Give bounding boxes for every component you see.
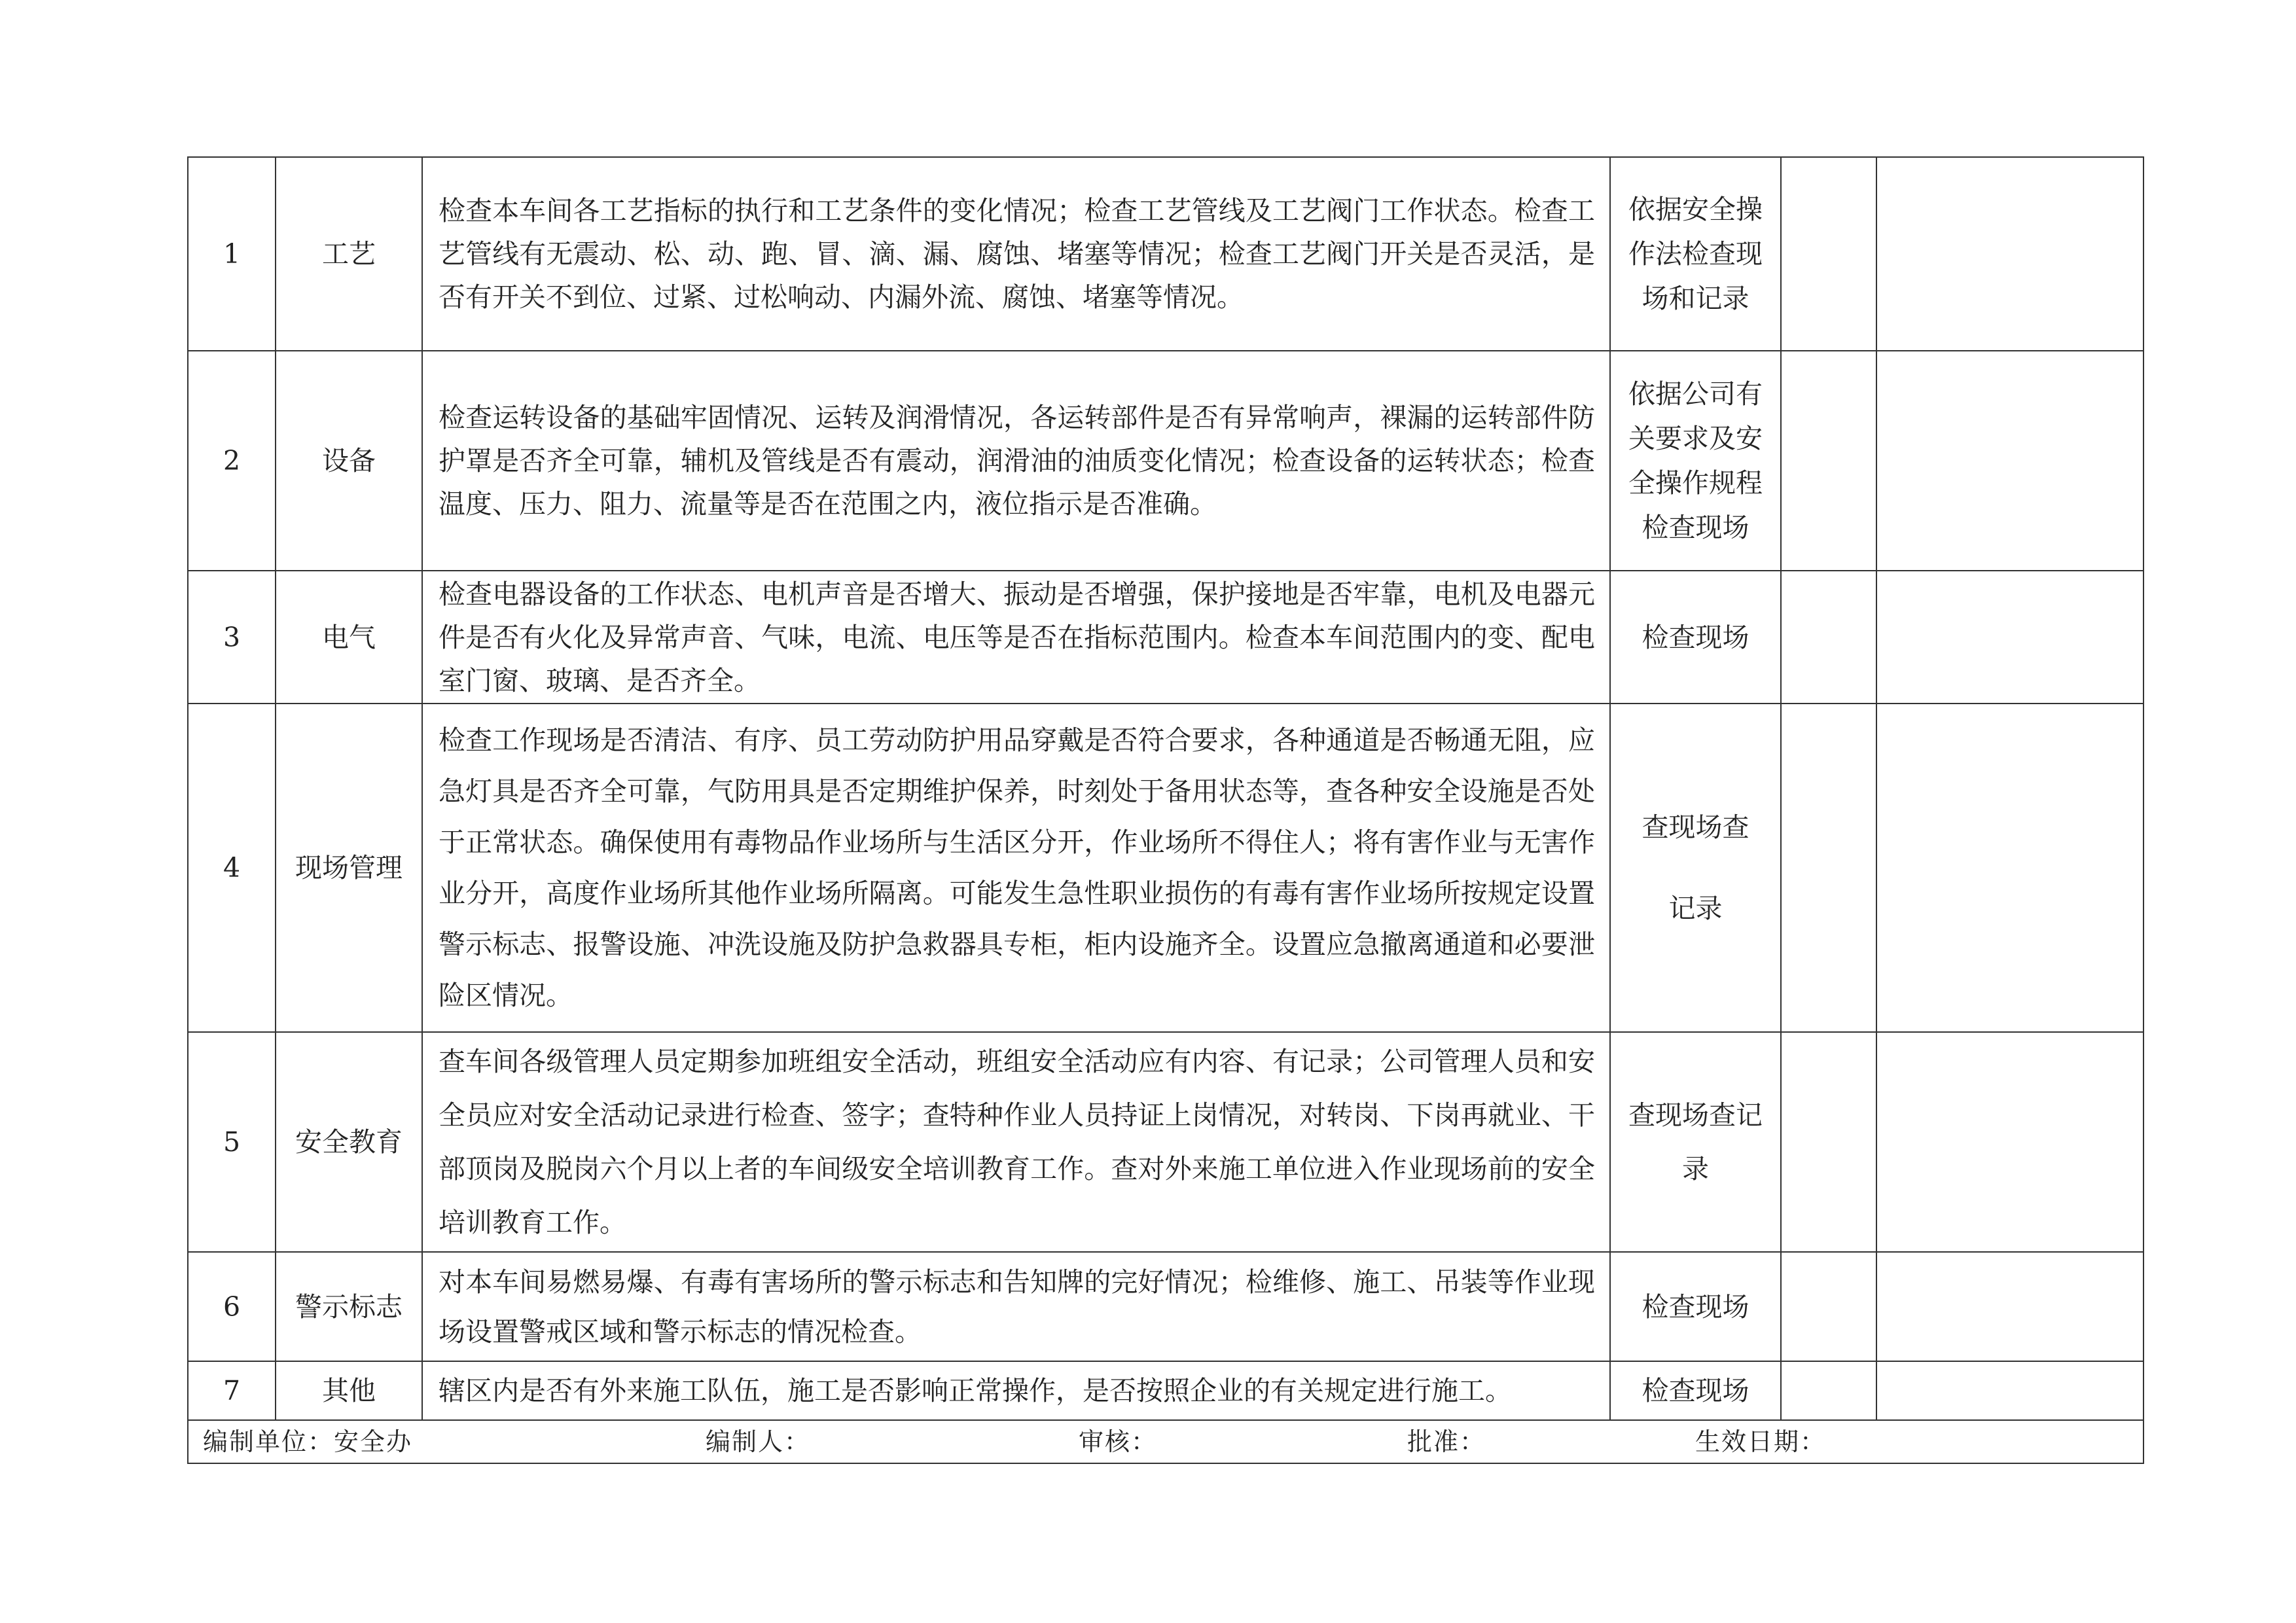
table-row <box>188 571 2144 704</box>
footer-row <box>188 1420 2144 1463</box>
blank-cell <box>1876 704 2144 1032</box>
row-content: 检查运转设备的基础牢固情况、运转及润滑情况，各运转部件是否有异常响声，裸漏的运转部件防护罩是否齐全可靠，辅机及管线是否有震动，润滑油的油质变化情况；检查设备的运转状态；检查温度、压力、阻力、流量等是否在范围之内，液位指示是否准确。 <box>422 351 1610 571</box>
blank-cell <box>1781 1361 1876 1420</box>
blank-cell <box>1876 571 2144 704</box>
row-method-line: 记录 <box>1668 893 1723 924</box>
row-method: 依据安全操作法检查现场和记录 <box>1610 157 1781 351</box>
blank-cell <box>1876 1361 2144 1420</box>
row-content: 辖区内是否有外来施工队伍，施工是否影响正常操作，是否按照企业的有关规定进行施工。 <box>422 1361 1610 1420</box>
row-content: 检查电器设备的工作状态、电机声音是否增大、振动是否增强，保护接地是否牢靠，电机及电器元件是否有火化及异常声音、气味，电流、电压等是否在指标范围内。检查本车间范围内的变、配电室门窗、玻璃、是否齐全。 <box>422 571 1610 704</box>
table-row <box>188 351 2144 571</box>
row-category: 其他 <box>276 1361 422 1420</box>
blank-cell <box>1781 157 1876 351</box>
row-method-line: 查现场查 <box>1641 812 1749 843</box>
row-method: 检查现场 <box>1610 571 1781 704</box>
blank-cell <box>1781 1252 1876 1361</box>
row-category: 电气 <box>276 571 422 704</box>
table-row <box>188 157 2144 351</box>
footer-preparer: 编制人： <box>706 1427 811 1456</box>
row-method: 查现场查记录 <box>1610 1032 1781 1252</box>
row-content: 检查本车间各工艺指标的执行和工艺条件的变化情况；检查工艺管线及工艺阀门工作状态。检查工艺管线有无震动、松、动、跑、冒、滴、漏、腐蚀、堵塞等情况；检查工艺阀门开关是否灵活，是否有开关不到位、过紧、过松响动、内漏外流、腐蚀、堵塞等情况。 <box>422 157 1610 351</box>
row-content: 对本车间易燃易爆、有毒有害场所的警示标志和告知牌的完好情况；检维修、施工、吊装等作业现场设置警戒区域和警示标志的情况检查。 <box>422 1252 1610 1361</box>
footer-unit: 编制单位：安全办 <box>203 1427 413 1456</box>
row-method <box>1610 704 1781 1032</box>
row-method: 依据公司有关要求及安全操作规程检查现场 <box>1610 351 1781 571</box>
blank-cell <box>1876 157 2144 351</box>
row-category: 警示标志 <box>276 1252 422 1361</box>
inspection-table <box>187 156 2144 1464</box>
blank-cell <box>1781 1032 1876 1252</box>
blank-cell <box>1781 571 1876 704</box>
footer-effective-date: 生效日期： <box>1695 1427 1827 1456</box>
blank-cell <box>1781 351 1876 571</box>
row-category: 安全教育 <box>276 1032 422 1252</box>
table-row <box>188 1361 2144 1420</box>
blank-cell <box>1876 1252 2144 1361</box>
table-row <box>188 1032 2144 1252</box>
row-number: 5 <box>188 1032 276 1252</box>
footer <box>188 1420 2144 1463</box>
blank-cell <box>1781 704 1876 1032</box>
row-category: 工艺 <box>276 157 422 351</box>
table-row <box>188 1252 2144 1361</box>
row-number: 3 <box>188 571 276 704</box>
row-content: 查车间各级管理人员定期参加班组安全活动，班组安全活动应有内容、有记录；公司管理人员和安全员应对安全活动记录进行检查、签字；查特种作业人员持证上岗情况，对转岗、下岗再就业、干部顶岗及脱岗六个月以上者的车间级安全培训教育工作。查对外来施工单位进入作业现场前的安全培训教育工作。 <box>422 1032 1610 1252</box>
row-category: 现场管理 <box>276 704 422 1032</box>
row-method: 检查现场 <box>1610 1252 1781 1361</box>
row-number: 4 <box>188 704 276 1032</box>
row-category: 设备 <box>276 351 422 571</box>
row-method: 检查现场 <box>1610 1361 1781 1420</box>
row-number: 6 <box>188 1252 276 1361</box>
row-number: 1 <box>188 157 276 351</box>
row-number: 2 <box>188 351 276 571</box>
footer-reviewer: 审核： <box>1079 1427 1158 1456</box>
row-number: 7 <box>188 1361 276 1420</box>
table-row <box>188 704 2144 1032</box>
blank-cell <box>1876 1032 2144 1252</box>
row-content: 检查工作现场是否清洁、有序、员工劳动防护用品穿戴是否符合要求，各种通道是否畅通无阻，应急灯具是否齐全可靠，气防用具是否定期维护保养，时刻处于备用状态等，查各种安全设施是否处于正常状态。确保使用有毒物品作业场所与生活区分开，作业场所不得住人；将有害作业与无害作业分开，高度作业场所其他作业场所隔离。可能发生急性职业损伤的有毒有害作业场所按规定设置警示标志、报警设施、冲洗设施及防护急救器具专柜，柜内设施齐全。设置应急撤离通道和必要泄险区情况。 <box>422 704 1610 1032</box>
footer-approver: 批准： <box>1407 1427 1486 1456</box>
blank-cell <box>1876 351 2144 571</box>
